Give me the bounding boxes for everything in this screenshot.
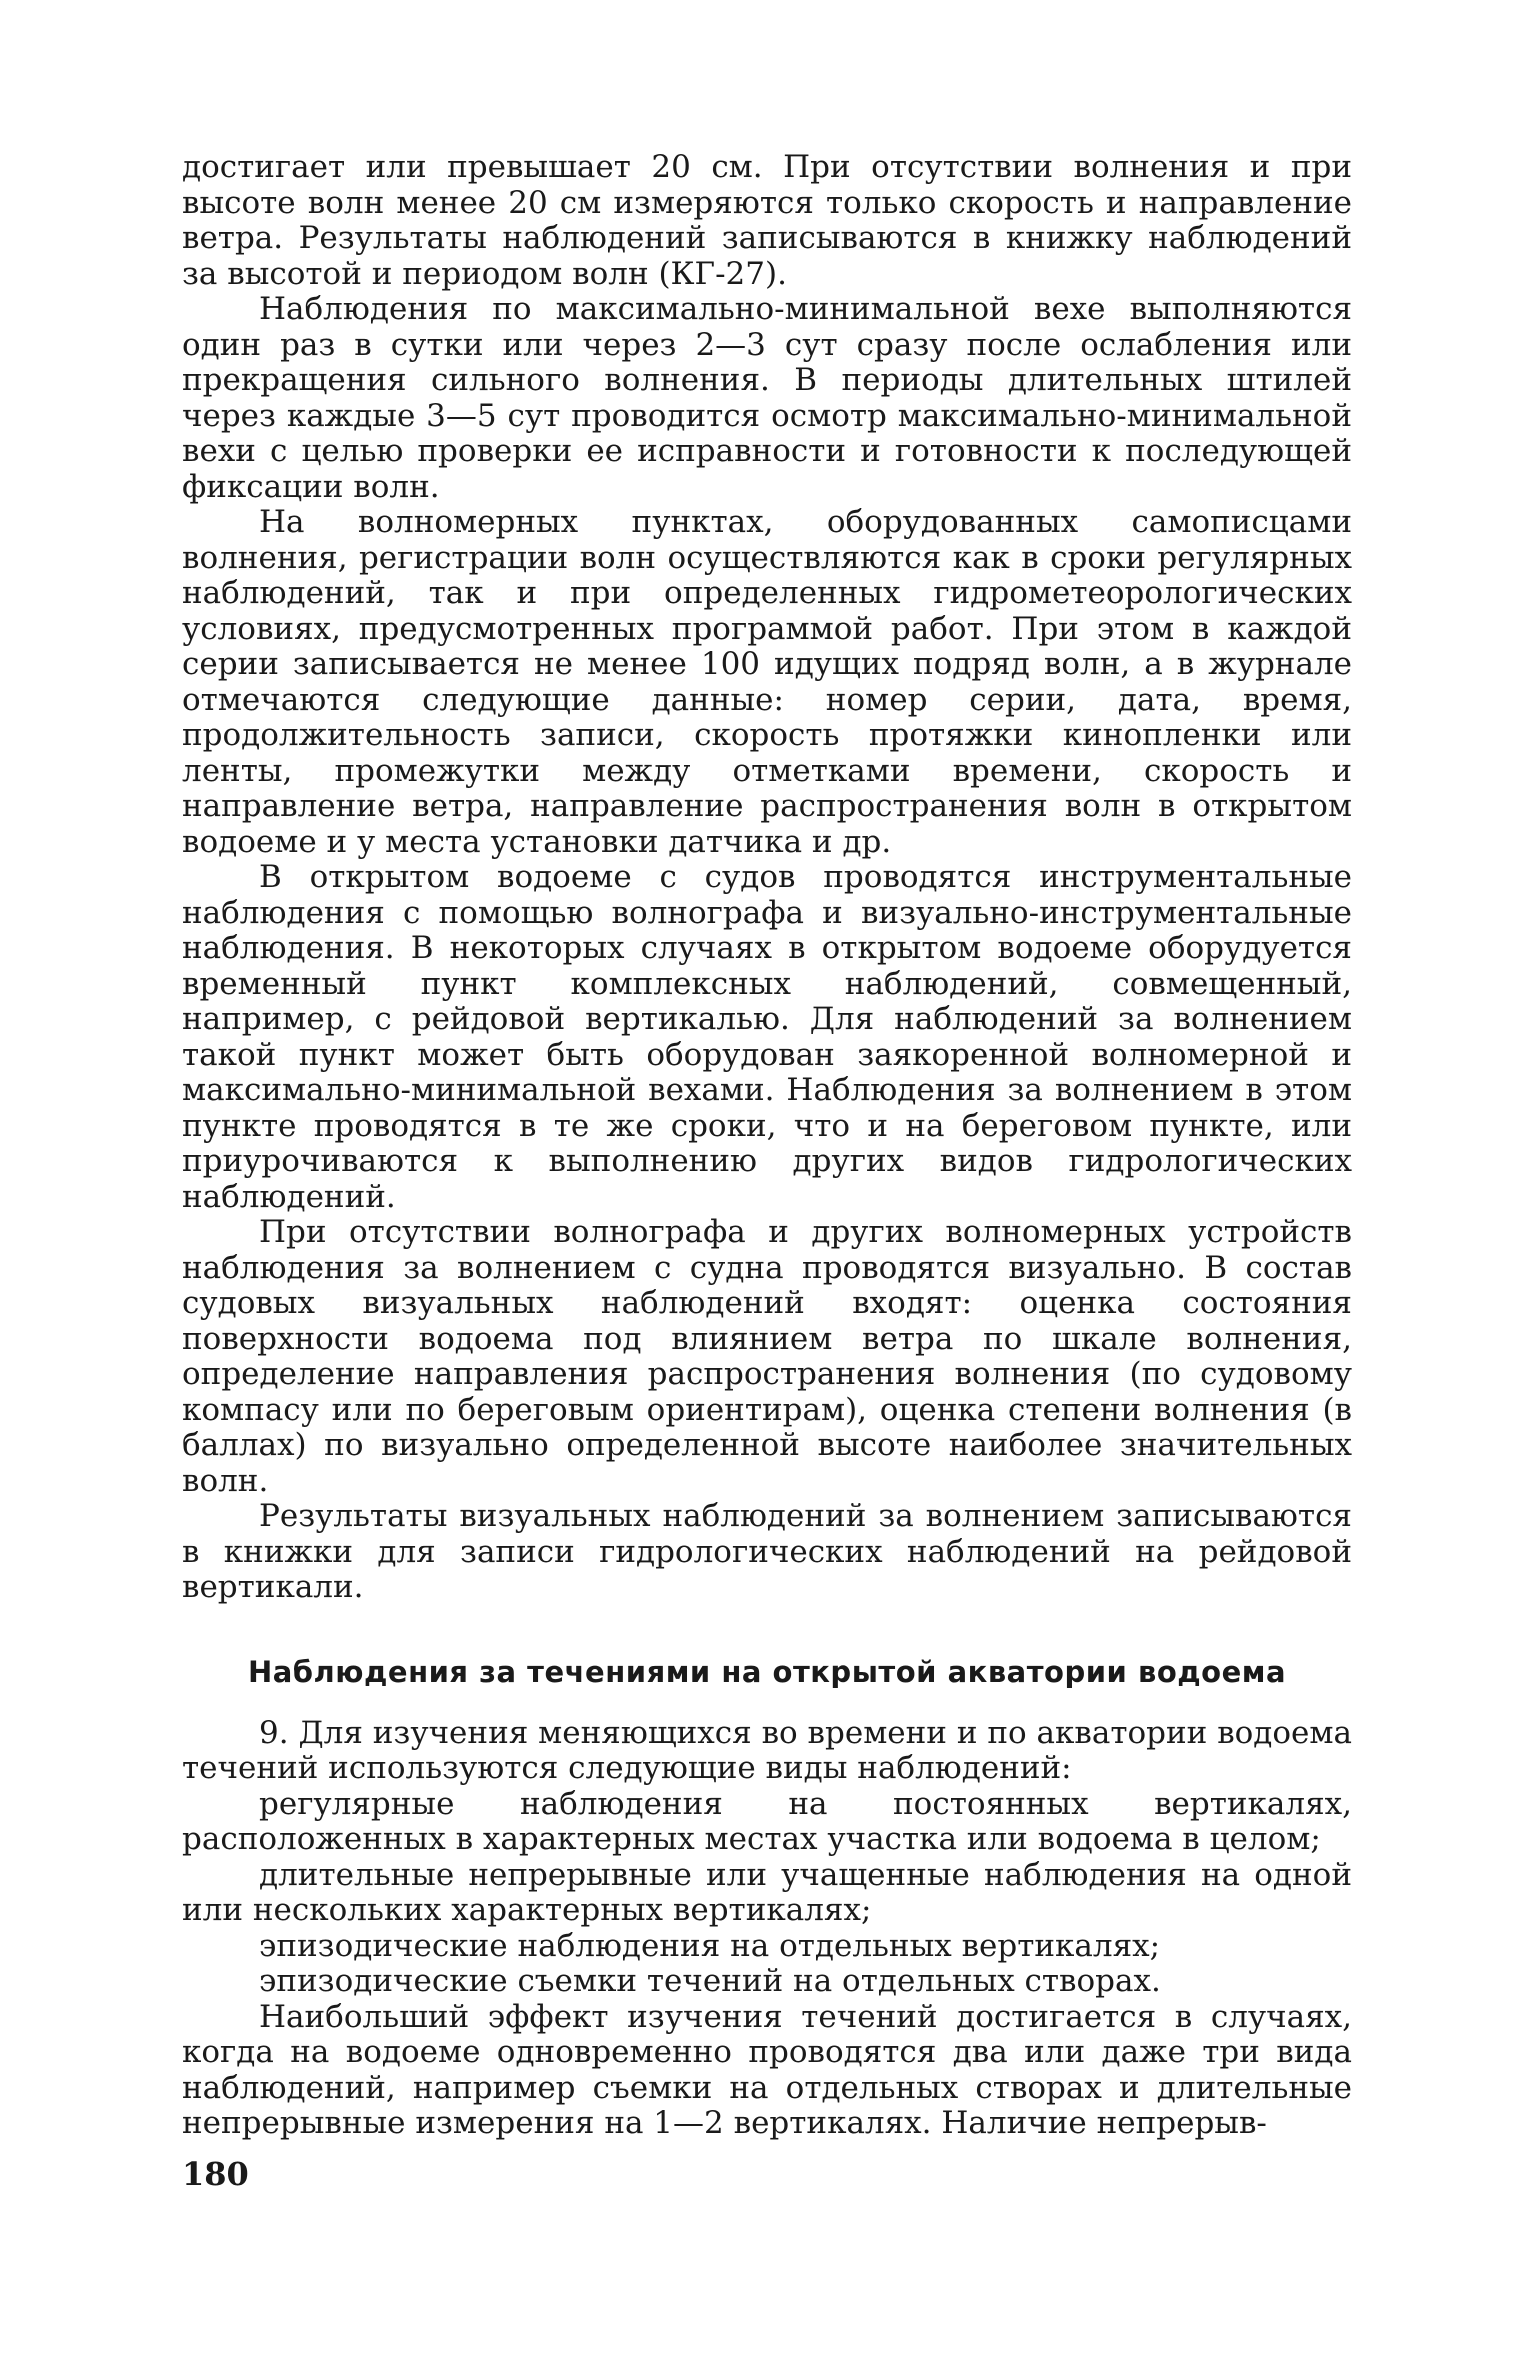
paragraph: Результаты визуальных наблюдений за волнением записываются в книжки для записи гидрологических наблюдений на рейдовой вертикали. — [182, 1498, 1352, 1605]
list-item: регулярные наблюдения на постоянных вертикалях, расположенных в характерных местах участка или водоема в целом; — [182, 1785, 1352, 1857]
paragraph: Наибольший эффект изучения течений достигается в случаях, когда на водоеме одновременно проводятся два или даже три вида наблюдений, например съемки на отдельных створах и длительные непрерывные измерения на 1—2 вертикалях. Наличие непрерыв- — [182, 1998, 1352, 2141]
paragraph: В открытом водоеме с судов проводятся инструментальные наблюдения с помощью волнографа и визуально-инструментальные наблюдения. В некоторых случаях в открытом водоеме оборудуется временный пункт комплексных наблюдений, совмещенный, например, с рейдовой вертикалью. Для наблюдений за волнением такой пункт может быть оборудован заякоренной волномерной и максимально-минимальной вехами. Наблюдения за волнением в этом пункте проводятся в те же сроки, что и на береговом пункте, или приурочиваются к выполнению других видов гидрологических наблюдений. — [182, 859, 1352, 1215]
paragraph: 9. Для изучения меняющихся во времени и по акватории водоема течений используются следующие виды наблюдений: — [182, 1714, 1352, 1786]
paragraph: Наблюдения по максимально-минимальной вехе выполняются один раз в сутки или через 2—3 сут сразу после ослабления или прекращения сильного волнения. В периоды длительных штилей через каждые 3—5 сут проводится осмотр максимально-минимальной вехи с целью проверки ее исправности и готовности к последующей фиксации волн. — [182, 291, 1352, 505]
paragraph: На волномерных пунктах, оборудованных самописцами волнения, регистрации волн осуществляются как в сроки регулярных наблюдений, так и при определенных гидрометеорологических условиях, предусмотренных программой работ. При этом в каждой серии записывается не менее 100 идущих подряд волн, а в журнале отмечаются следующие данные: номер серии, дата, время, продолжительность записи, скорость протяжки кинопленки или ленты, промежутки между отметками времени, скорость и направление ветра, направление распространения волн в открытом водоеме и у места установки датчика и др. — [182, 504, 1352, 860]
page-number: 180 — [182, 2155, 249, 2193]
page-body — [182, 150, 1352, 2142]
list-item: эпизодические съемки течений на отдельных створах. — [259, 1963, 1161, 1999]
paragraph: достигает или превышает 20 см. При отсутствии волнения и при высоте волн менее 20 см измеряются только скорость и направление ветра. Результаты наблюдений записываются в книжку наблюдений за высотой и периодом волн (КГ-27). — [182, 149, 1352, 292]
paragraph: При отсутствии волнографа и других волномерных устройств наблюдения за волнением с судна проводятся визуально. В состав судовых визуальных наблюдений входят: оценка состояния поверхности водоема под влиянием ветра по шкале волнения, определение направления распространения волнения (по судовому компасу или по береговым ориентирам), оценка степени волнения (в баллах) по визуально определенной высоте наиболее значительных волн. — [182, 1214, 1352, 1499]
section-heading: Наблюдения за течениями на открытой акватории водоема — [247, 1654, 1287, 1689]
list-item: эпизодические наблюдения на отдельных вертикалях; — [259, 1927, 1161, 1964]
list-item: длительные непрерывные или учащенные наблюдения на одной или нескольких характерных вертикалях; — [182, 1856, 1352, 1928]
